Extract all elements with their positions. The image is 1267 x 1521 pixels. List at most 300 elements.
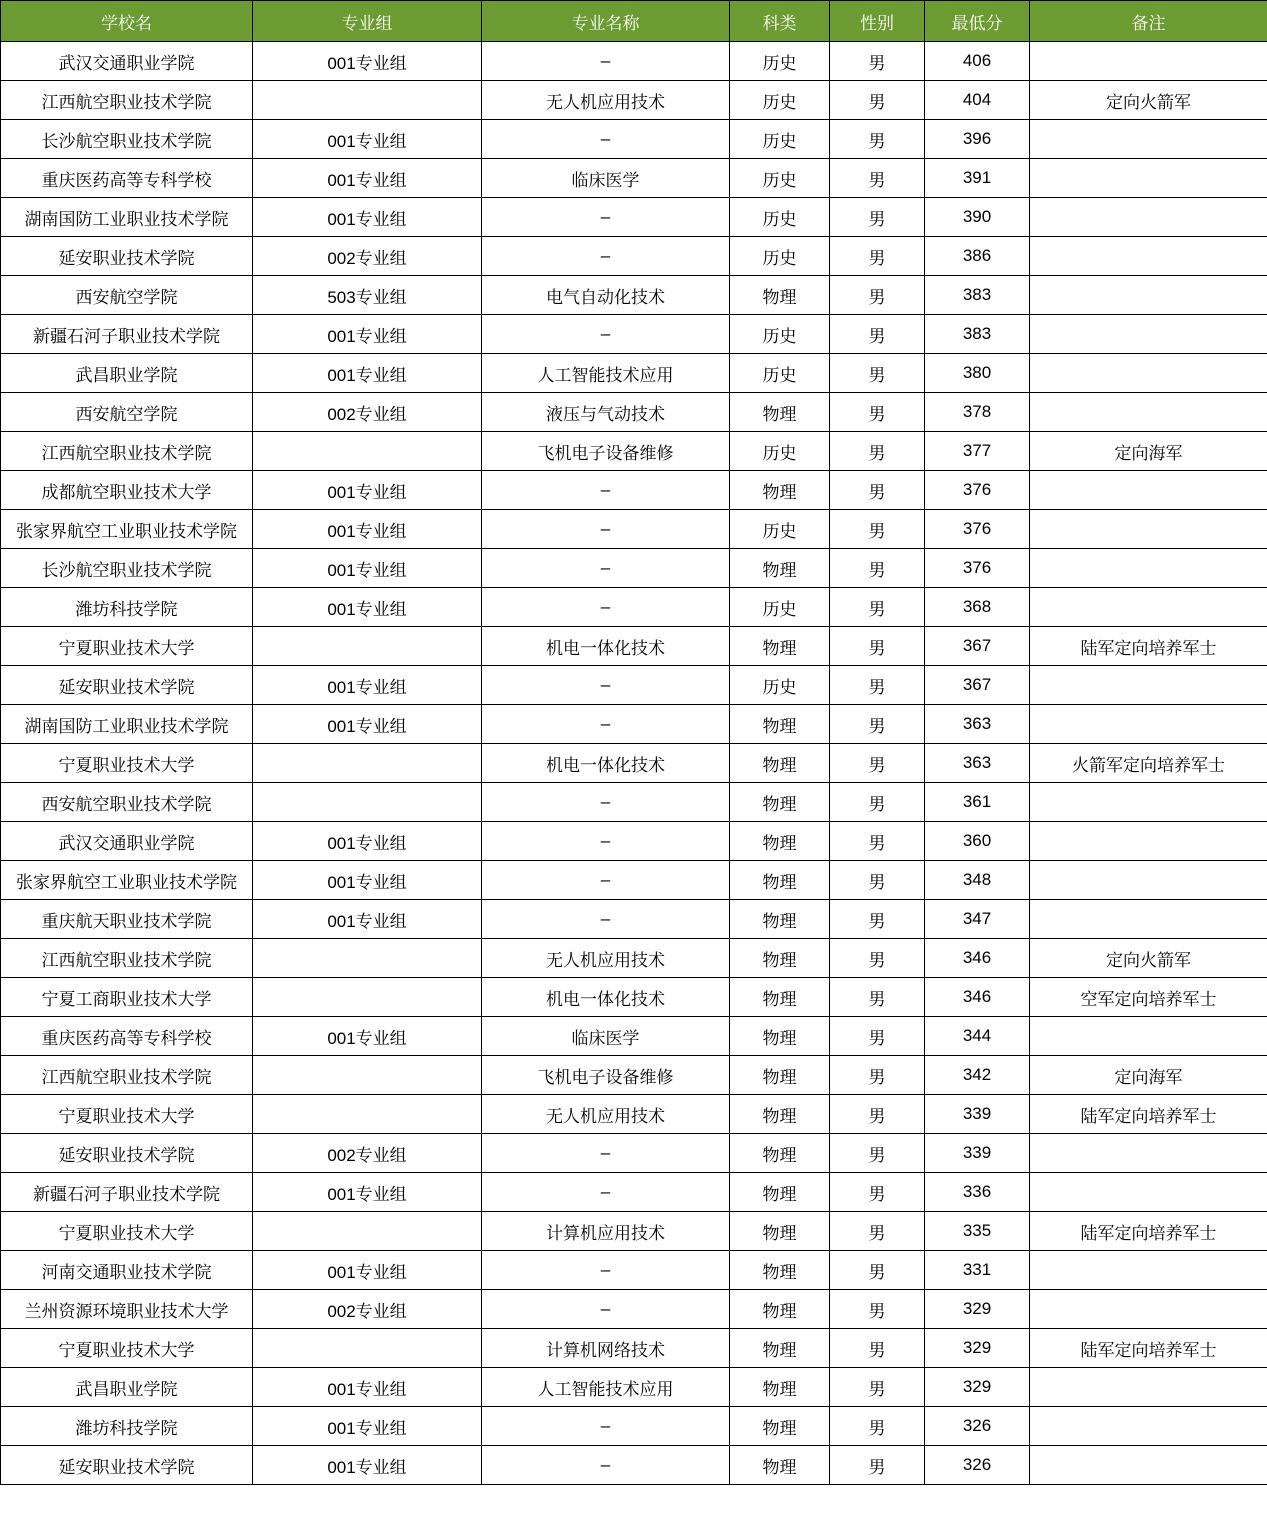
table-row bbox=[1, 1290, 1267, 1329]
cell-min-score: 404 bbox=[925, 81, 1030, 120]
cell-major-group: 001专业组 bbox=[253, 1368, 482, 1407]
cell-school: 成都航空职业技术大学 bbox=[1, 471, 253, 510]
cell-note bbox=[1030, 42, 1267, 81]
cell-major-group: 001专业组 bbox=[253, 1407, 482, 1446]
table-row bbox=[1, 276, 1267, 315]
cell-min-score: 346 bbox=[925, 939, 1030, 978]
cell-subject: 历史 bbox=[730, 81, 830, 120]
cell-min-score: 361 bbox=[925, 783, 1030, 822]
cell-major-group: 001专业组 bbox=[253, 822, 482, 861]
cell-major-group: 001专业组 bbox=[253, 510, 482, 549]
cell-major-group: 001专业组 bbox=[253, 1251, 482, 1290]
cell-subject: 历史 bbox=[730, 42, 830, 81]
cell-gender: 男 bbox=[830, 1212, 925, 1251]
table-row bbox=[1, 1134, 1267, 1173]
cell-gender: 男 bbox=[830, 900, 925, 939]
cell-note bbox=[1030, 783, 1267, 822]
cell-min-score: 367 bbox=[925, 666, 1030, 705]
cell-school: 武汉交通职业学院 bbox=[1, 42, 253, 81]
cell-major-group bbox=[253, 627, 482, 666]
cell-school: 宁夏职业技术大学 bbox=[1, 1329, 253, 1368]
cell-subject: 物理 bbox=[730, 627, 830, 666]
cell-major-name: 计算机网络技术 bbox=[482, 1329, 730, 1368]
cell-gender: 男 bbox=[830, 432, 925, 471]
cell-note bbox=[1030, 315, 1267, 354]
cell-major-group: 001专业组 bbox=[253, 1017, 482, 1056]
cell-school: 张家界航空工业职业技术学院 bbox=[1, 510, 253, 549]
cell-major-name: 人工智能技术应用 bbox=[482, 1368, 730, 1407]
cell-major-group bbox=[253, 939, 482, 978]
cell-subject: 物理 bbox=[730, 276, 830, 315]
cell-note bbox=[1030, 510, 1267, 549]
cell-major-group bbox=[253, 1329, 482, 1368]
cell-major-group: 002专业组 bbox=[253, 1290, 482, 1329]
cell-major-group bbox=[253, 1056, 482, 1095]
cell-subject: 历史 bbox=[730, 315, 830, 354]
cell-major-name: 无人机应用技术 bbox=[482, 81, 730, 120]
table-row bbox=[1, 666, 1267, 705]
cell-subject: 历史 bbox=[730, 159, 830, 198]
cell-subject: 历史 bbox=[730, 432, 830, 471]
cell-gender: 男 bbox=[830, 471, 925, 510]
table-header bbox=[1, 1, 1267, 42]
cell-gender: 男 bbox=[830, 1290, 925, 1329]
cell-subject: 物理 bbox=[730, 1173, 830, 1212]
cell-gender: 男 bbox=[830, 276, 925, 315]
cell-major-name: 液压与气动技术 bbox=[482, 393, 730, 432]
cell-gender: 男 bbox=[830, 1329, 925, 1368]
cell-min-score: 336 bbox=[925, 1173, 1030, 1212]
cell-subject: 物理 bbox=[730, 1212, 830, 1251]
cell-major-name: 无人机应用技术 bbox=[482, 1095, 730, 1134]
table-row bbox=[1, 42, 1267, 81]
cell-subject: 物理 bbox=[730, 1368, 830, 1407]
cell-min-score: 346 bbox=[925, 978, 1030, 1017]
cell-major-group bbox=[253, 1212, 482, 1251]
cell-note: 定向海军 bbox=[1030, 1056, 1267, 1095]
cell-note bbox=[1030, 354, 1267, 393]
table-row bbox=[1, 120, 1267, 159]
cell-min-score: 347 bbox=[925, 900, 1030, 939]
cell-subject: 历史 bbox=[730, 666, 830, 705]
cell-major-name: 机电一体化技术 bbox=[482, 744, 730, 783]
cell-min-score: 326 bbox=[925, 1446, 1030, 1485]
cell-min-score: 386 bbox=[925, 237, 1030, 276]
table-row bbox=[1, 1251, 1267, 1290]
cell-subject: 历史 bbox=[730, 198, 830, 237]
cell-min-score: 406 bbox=[925, 42, 1030, 81]
cell-major-name: 电气自动化技术 bbox=[482, 276, 730, 315]
cell-subject: 历史 bbox=[730, 588, 830, 627]
cell-gender: 男 bbox=[830, 1056, 925, 1095]
cell-min-score: 391 bbox=[925, 159, 1030, 198]
table-row bbox=[1, 432, 1267, 471]
cell-school: 宁夏职业技术大学 bbox=[1, 744, 253, 783]
cell-school: 宁夏职业技术大学 bbox=[1, 1095, 253, 1134]
cell-min-score: 368 bbox=[925, 588, 1030, 627]
cell-school: 延安职业技术学院 bbox=[1, 1134, 253, 1173]
cell-major-name: – bbox=[482, 237, 730, 276]
table-row bbox=[1, 1173, 1267, 1212]
cell-min-score: 342 bbox=[925, 1056, 1030, 1095]
cell-school: 重庆航天职业技术学院 bbox=[1, 900, 253, 939]
cell-note: 陆军定向培养军士 bbox=[1030, 1212, 1267, 1251]
table-row bbox=[1, 627, 1267, 666]
cell-note: 陆军定向培养军士 bbox=[1030, 1329, 1267, 1368]
table-row bbox=[1, 1446, 1267, 1485]
cell-note bbox=[1030, 1446, 1267, 1485]
cell-note bbox=[1030, 276, 1267, 315]
cell-note bbox=[1030, 237, 1267, 276]
cell-note bbox=[1030, 1017, 1267, 1056]
cell-major-name: – bbox=[482, 1446, 730, 1485]
cell-note: 定向火箭军 bbox=[1030, 939, 1267, 978]
cell-gender: 男 bbox=[830, 783, 925, 822]
cell-note bbox=[1030, 705, 1267, 744]
cell-min-score: 383 bbox=[925, 276, 1030, 315]
column-header-min-score: 最低分 bbox=[925, 1, 1030, 42]
cell-gender: 男 bbox=[830, 1407, 925, 1446]
cell-major-group bbox=[253, 744, 482, 783]
cell-subject: 物理 bbox=[730, 549, 830, 588]
cell-school: 潍坊科技学院 bbox=[1, 588, 253, 627]
column-header-note: 备注 bbox=[1030, 1, 1267, 42]
cell-subject: 物理 bbox=[730, 705, 830, 744]
table-row bbox=[1, 471, 1267, 510]
cell-subject: 物理 bbox=[730, 1407, 830, 1446]
cell-major-name: – bbox=[482, 471, 730, 510]
cell-min-score: 363 bbox=[925, 744, 1030, 783]
cell-subject: 历史 bbox=[730, 120, 830, 159]
cell-note: 定向海军 bbox=[1030, 432, 1267, 471]
table-row bbox=[1, 315, 1267, 354]
cell-major-name: – bbox=[482, 315, 730, 354]
table-row bbox=[1, 978, 1267, 1017]
column-header-major-group: 专业组 bbox=[253, 1, 482, 42]
cell-major-group: 001专业组 bbox=[253, 315, 482, 354]
cell-major-group: 001专业组 bbox=[253, 159, 482, 198]
cell-note bbox=[1030, 588, 1267, 627]
cell-min-score: 376 bbox=[925, 549, 1030, 588]
cell-gender: 男 bbox=[830, 549, 925, 588]
cell-note bbox=[1030, 1368, 1267, 1407]
cell-min-score: 360 bbox=[925, 822, 1030, 861]
cell-school: 长沙航空职业技术学院 bbox=[1, 120, 253, 159]
cell-school: 重庆医药高等专科学校 bbox=[1, 1017, 253, 1056]
cell-note: 火箭军定向培养军士 bbox=[1030, 744, 1267, 783]
cell-note: 定向火箭军 bbox=[1030, 81, 1267, 120]
cell-school: 江西航空职业技术学院 bbox=[1, 939, 253, 978]
cell-major-name: – bbox=[482, 510, 730, 549]
cell-school: 宁夏职业技术大学 bbox=[1, 627, 253, 666]
cell-note bbox=[1030, 861, 1267, 900]
cell-min-score: 331 bbox=[925, 1251, 1030, 1290]
cell-gender: 男 bbox=[830, 705, 925, 744]
cell-min-score: 390 bbox=[925, 198, 1030, 237]
cell-subject: 物理 bbox=[730, 1251, 830, 1290]
cell-major-group: 001专业组 bbox=[253, 1173, 482, 1212]
table-row bbox=[1, 1368, 1267, 1407]
cell-major-name: – bbox=[482, 549, 730, 588]
cell-major-name: – bbox=[482, 783, 730, 822]
cell-major-name: 临床医学 bbox=[482, 159, 730, 198]
cell-major-group: 001专业组 bbox=[253, 861, 482, 900]
column-header-major-name: 专业名称 bbox=[482, 1, 730, 42]
column-header-subject: 科类 bbox=[730, 1, 830, 42]
cell-major-group: 001专业组 bbox=[253, 1446, 482, 1485]
cell-major-name: – bbox=[482, 1251, 730, 1290]
cell-gender: 男 bbox=[830, 237, 925, 276]
cell-major-group: 001专业组 bbox=[253, 705, 482, 744]
cell-major-name: 飞机电子设备维修 bbox=[482, 432, 730, 471]
cell-note bbox=[1030, 120, 1267, 159]
cell-major-group: 001专业组 bbox=[253, 42, 482, 81]
cell-subject: 物理 bbox=[730, 1290, 830, 1329]
cell-major-group: 001专业组 bbox=[253, 588, 482, 627]
cell-major-group: 503专业组 bbox=[253, 276, 482, 315]
cell-major-name: – bbox=[482, 705, 730, 744]
cell-subject: 物理 bbox=[730, 978, 830, 1017]
cell-subject: 物理 bbox=[730, 1329, 830, 1368]
cell-note bbox=[1030, 666, 1267, 705]
cell-note bbox=[1030, 1290, 1267, 1329]
cell-school: 张家界航空工业职业技术学院 bbox=[1, 861, 253, 900]
cell-major-group bbox=[253, 432, 482, 471]
cell-note bbox=[1030, 822, 1267, 861]
table-row bbox=[1, 783, 1267, 822]
cell-major-group: 002专业组 bbox=[253, 1134, 482, 1173]
cell-school: 延安职业技术学院 bbox=[1, 237, 253, 276]
cell-gender: 男 bbox=[830, 822, 925, 861]
cell-gender: 男 bbox=[830, 627, 925, 666]
cell-min-score: 378 bbox=[925, 393, 1030, 432]
cell-major-group: 001专业组 bbox=[253, 549, 482, 588]
cell-note bbox=[1030, 1251, 1267, 1290]
cell-gender: 男 bbox=[830, 120, 925, 159]
cell-subject: 物理 bbox=[730, 471, 830, 510]
table-row bbox=[1, 939, 1267, 978]
cell-major-name: – bbox=[482, 666, 730, 705]
header-row bbox=[1, 1, 1267, 42]
cell-school: 西安航空职业技术学院 bbox=[1, 783, 253, 822]
table-row bbox=[1, 744, 1267, 783]
cell-major-name: – bbox=[482, 198, 730, 237]
cell-major-name: – bbox=[482, 822, 730, 861]
table-row bbox=[1, 393, 1267, 432]
cell-gender: 男 bbox=[830, 315, 925, 354]
table-row bbox=[1, 354, 1267, 393]
cell-major-group: 002专业组 bbox=[253, 393, 482, 432]
cell-min-score: 367 bbox=[925, 627, 1030, 666]
cell-subject: 物理 bbox=[730, 1017, 830, 1056]
cell-school: 宁夏职业技术大学 bbox=[1, 1212, 253, 1251]
cell-note bbox=[1030, 159, 1267, 198]
cell-gender: 男 bbox=[830, 666, 925, 705]
cell-major-group: 001专业组 bbox=[253, 120, 482, 159]
table-row bbox=[1, 81, 1267, 120]
cell-gender: 男 bbox=[830, 42, 925, 81]
cell-min-score: 335 bbox=[925, 1212, 1030, 1251]
cell-major-name: – bbox=[482, 1173, 730, 1212]
cell-gender: 男 bbox=[830, 939, 925, 978]
cell-school: 新疆石河子职业技术学院 bbox=[1, 315, 253, 354]
cell-major-group: 001专业组 bbox=[253, 900, 482, 939]
cell-gender: 男 bbox=[830, 744, 925, 783]
table-row bbox=[1, 159, 1267, 198]
cell-school: 武昌职业学院 bbox=[1, 354, 253, 393]
cell-major-name: 机电一体化技术 bbox=[482, 627, 730, 666]
cell-note bbox=[1030, 1407, 1267, 1446]
cell-major-group: 001专业组 bbox=[253, 354, 482, 393]
cell-subject: 历史 bbox=[730, 510, 830, 549]
cell-subject: 物理 bbox=[730, 822, 830, 861]
cell-major-name: – bbox=[482, 588, 730, 627]
cell-subject: 历史 bbox=[730, 354, 830, 393]
table-row bbox=[1, 1095, 1267, 1134]
cell-min-score: 329 bbox=[925, 1368, 1030, 1407]
cell-major-group: 001专业组 bbox=[253, 666, 482, 705]
cell-gender: 男 bbox=[830, 1173, 925, 1212]
cell-subject: 物理 bbox=[730, 1095, 830, 1134]
cell-gender: 男 bbox=[830, 510, 925, 549]
cell-school: 重庆医药高等专科学校 bbox=[1, 159, 253, 198]
cell-gender: 男 bbox=[830, 198, 925, 237]
cell-gender: 男 bbox=[830, 81, 925, 120]
cell-major-group bbox=[253, 81, 482, 120]
cell-min-score: 376 bbox=[925, 510, 1030, 549]
table-row bbox=[1, 510, 1267, 549]
table-body bbox=[1, 42, 1267, 1485]
cell-subject: 物理 bbox=[730, 1134, 830, 1173]
cell-gender: 男 bbox=[830, 978, 925, 1017]
cell-note bbox=[1030, 900, 1267, 939]
cell-major-name: – bbox=[482, 120, 730, 159]
cell-school: 武汉交通职业学院 bbox=[1, 822, 253, 861]
cell-note bbox=[1030, 1134, 1267, 1173]
cell-school: 兰州资源环境职业技术大学 bbox=[1, 1290, 253, 1329]
cell-major-group: 001专业组 bbox=[253, 471, 482, 510]
cell-gender: 男 bbox=[830, 861, 925, 900]
cell-subject: 物理 bbox=[730, 783, 830, 822]
cell-subject: 物理 bbox=[730, 1446, 830, 1485]
cell-min-score: 339 bbox=[925, 1095, 1030, 1134]
cell-note bbox=[1030, 549, 1267, 588]
cell-gender: 男 bbox=[830, 1017, 925, 1056]
cell-subject: 物理 bbox=[730, 393, 830, 432]
cell-school: 长沙航空职业技术学院 bbox=[1, 549, 253, 588]
cell-min-score: 380 bbox=[925, 354, 1030, 393]
table-row bbox=[1, 822, 1267, 861]
cell-school: 西安航空学院 bbox=[1, 276, 253, 315]
cell-note bbox=[1030, 471, 1267, 510]
cell-min-score: 339 bbox=[925, 1134, 1030, 1173]
cell-major-name: 人工智能技术应用 bbox=[482, 354, 730, 393]
cell-school: 江西航空职业技术学院 bbox=[1, 81, 253, 120]
cell-school: 新疆石河子职业技术学院 bbox=[1, 1173, 253, 1212]
cell-gender: 男 bbox=[830, 1134, 925, 1173]
cell-major-group bbox=[253, 1095, 482, 1134]
cell-gender: 男 bbox=[830, 1446, 925, 1485]
cell-note: 空军定向培养军士 bbox=[1030, 978, 1267, 1017]
cell-school: 延安职业技术学院 bbox=[1, 666, 253, 705]
cell-min-score: 348 bbox=[925, 861, 1030, 900]
cell-major-name: 计算机应用技术 bbox=[482, 1212, 730, 1251]
cell-gender: 男 bbox=[830, 393, 925, 432]
cell-school: 西安航空学院 bbox=[1, 393, 253, 432]
cell-min-score: 326 bbox=[925, 1407, 1030, 1446]
cell-gender: 男 bbox=[830, 159, 925, 198]
cell-major-name: – bbox=[482, 900, 730, 939]
cell-gender: 男 bbox=[830, 1095, 925, 1134]
cell-min-score: 329 bbox=[925, 1329, 1030, 1368]
cell-note bbox=[1030, 1173, 1267, 1212]
cell-min-score: 396 bbox=[925, 120, 1030, 159]
cell-note: 陆军定向培养军士 bbox=[1030, 627, 1267, 666]
cell-subject: 物理 bbox=[730, 900, 830, 939]
table-row bbox=[1, 1056, 1267, 1095]
cell-major-group: 001专业组 bbox=[253, 198, 482, 237]
table-row bbox=[1, 861, 1267, 900]
cell-major-name: 无人机应用技术 bbox=[482, 939, 730, 978]
cell-major-group: 002专业组 bbox=[253, 237, 482, 276]
table-row bbox=[1, 900, 1267, 939]
cell-subject: 物理 bbox=[730, 939, 830, 978]
cell-school: 延安职业技术学院 bbox=[1, 1446, 253, 1485]
table-row bbox=[1, 1329, 1267, 1368]
column-header-gender: 性别 bbox=[830, 1, 925, 42]
cell-school: 江西航空职业技术学院 bbox=[1, 432, 253, 471]
table-row bbox=[1, 198, 1267, 237]
cell-note bbox=[1030, 198, 1267, 237]
cell-major-name: – bbox=[482, 1407, 730, 1446]
cell-major-group bbox=[253, 978, 482, 1017]
cell-min-score: 383 bbox=[925, 315, 1030, 354]
cell-major-name: 飞机电子设备维修 bbox=[482, 1056, 730, 1095]
cell-major-name: – bbox=[482, 42, 730, 81]
table-row bbox=[1, 1407, 1267, 1446]
cell-gender: 男 bbox=[830, 1251, 925, 1290]
table-row bbox=[1, 237, 1267, 276]
cell-school: 江西航空职业技术学院 bbox=[1, 1056, 253, 1095]
cell-gender: 男 bbox=[830, 1368, 925, 1407]
cell-gender: 男 bbox=[830, 354, 925, 393]
table-row bbox=[1, 588, 1267, 627]
cell-gender: 男 bbox=[830, 588, 925, 627]
cell-min-score: 376 bbox=[925, 471, 1030, 510]
cell-school: 湖南国防工业职业技术学院 bbox=[1, 705, 253, 744]
cell-min-score: 329 bbox=[925, 1290, 1030, 1329]
cell-note bbox=[1030, 393, 1267, 432]
cell-major-name: 临床医学 bbox=[482, 1017, 730, 1056]
cell-major-name: 机电一体化技术 bbox=[482, 978, 730, 1017]
cell-school: 宁夏工商职业技术大学 bbox=[1, 978, 253, 1017]
cell-min-score: 377 bbox=[925, 432, 1030, 471]
cell-min-score: 344 bbox=[925, 1017, 1030, 1056]
column-header-school: 学校名 bbox=[1, 1, 253, 42]
cell-school: 湖南国防工业职业技术学院 bbox=[1, 198, 253, 237]
cell-major-name: – bbox=[482, 861, 730, 900]
cell-note: 陆军定向培养军士 bbox=[1030, 1095, 1267, 1134]
cell-subject: 物理 bbox=[730, 744, 830, 783]
table-row bbox=[1, 549, 1267, 588]
cell-major-name: – bbox=[482, 1290, 730, 1329]
cell-subject: 历史 bbox=[730, 237, 830, 276]
cell-major-name: – bbox=[482, 1134, 730, 1173]
table-row bbox=[1, 1017, 1267, 1056]
cell-min-score: 363 bbox=[925, 705, 1030, 744]
cell-school: 潍坊科技学院 bbox=[1, 1407, 253, 1446]
cell-school: 武昌职业学院 bbox=[1, 1368, 253, 1407]
